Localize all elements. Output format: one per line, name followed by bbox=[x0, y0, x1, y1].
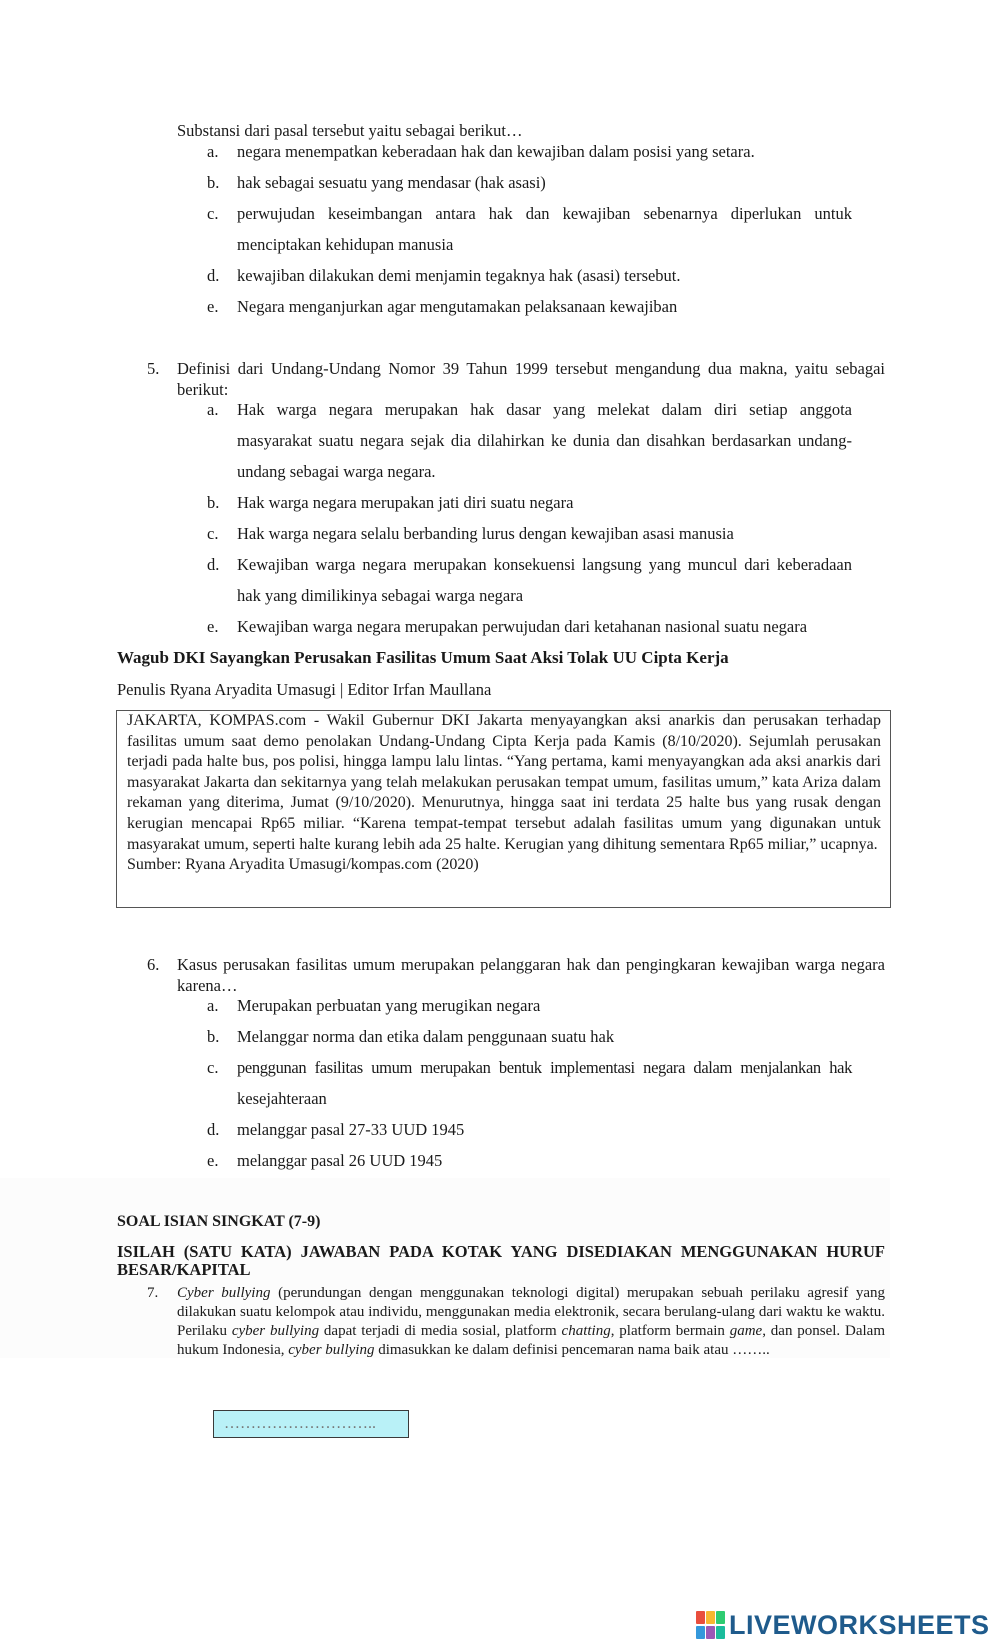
option-text: melanggar pasal 26 UUD 1945 bbox=[237, 1151, 443, 1170]
option-letter: a. bbox=[207, 142, 219, 161]
short-answer-instruction: ISILAH (SATU KATA) JAWABAN PADA KOTAK YANG DISEDIAKAN MENGGUNAKAN HURUF BESAR/KAPITAL bbox=[117, 1242, 885, 1279]
option-letter: c. bbox=[207, 1058, 219, 1077]
option-text-line: Kewajiban warga negara merupakan konsekuensi langsung yang muncul dari keberadaan bbox=[237, 555, 852, 574]
option-text-line: menciptakan kehidupan manusia bbox=[237, 235, 454, 254]
logo-tile bbox=[716, 1626, 725, 1639]
option-letter: a. bbox=[207, 996, 219, 1015]
logo-mark-icon bbox=[696, 1611, 725, 1639]
option-text: negara menempatkan keberadaan hak dan kewajiban dalam posisi yang setara. bbox=[237, 142, 755, 161]
q7-term: cyber bullying bbox=[231, 1323, 320, 1339]
option-text-line: perwujudan keseimbangan antara hak dan kewajiban sebenarnya diperlukan untuk bbox=[237, 204, 852, 223]
short-answer-title: SOAL ISIAN SINGKAT (7-9) bbox=[117, 1213, 321, 1230]
q4-intro: Substansi dari pasal tersebut yaitu sebagai berikut… bbox=[177, 121, 523, 140]
option-letter: c. bbox=[207, 524, 219, 543]
option-text-line: masyarakat suatu negara sejak dia dilahirkan ke dunia dan disahkan berdasarkan undang- bbox=[237, 431, 852, 450]
option-letter: a. bbox=[207, 400, 219, 419]
q6-stem: Kasus perusakan fasilitas umum merupakan pelanggaran hak dan pengingkaran kewajiban warga negara karena… bbox=[177, 955, 885, 995]
q7-text: , platform bermain bbox=[610, 1323, 730, 1339]
option-letter: e. bbox=[207, 297, 219, 316]
logo-tile bbox=[696, 1626, 705, 1639]
article-box bbox=[116, 710, 891, 908]
q7-text: (perundungan dengan menggunakan teknologi digital) merupakan sebuah perilaku agresif yang dilakukan suatu kelompok atau individu, menggunakan media elektronik, secara berulang-ulang dari waktu ke waktu. Perilaku bbox=[177, 1285, 885, 1339]
q6-number: 6. bbox=[147, 955, 160, 974]
liveworksheets-logo bbox=[696, 1610, 990, 1640]
option-text-line: penggunan fasilitas umum merupakan bentuk implementasi negara dalam menjalankan hak bbox=[237, 1058, 852, 1077]
option-text: melanggar pasal 27-33 UUD 1945 bbox=[237, 1120, 465, 1139]
option-text-line: undang sebagai warga negara. bbox=[237, 462, 436, 481]
logo-text: LIVEWORKSHEETS bbox=[729, 1609, 990, 1640]
option-text bbox=[237, 1057, 852, 1119]
article-byline: Penulis Ryana Aryadita Umasugi | Editor Irfan Maullana bbox=[117, 680, 492, 699]
article-body: JAKARTA, KOMPAS.com - Wakil Gubernur DKI Jakarta menyayangkan aksi anarkis dan perusakan terhadap fasilitas umum saat demo penolakan Undang-Undang Cipta Kerja pada Kamis (8/10/2020). Sejumlah perusakan terjadi pada halte bus, pos polisi, hingga lampu lalu lintas. “Yang pertama, kami menyayangkan ada aksi anarkis dari masyarakat Jakarta dan sekitarnya yang telah melakukan perusakan tempat umum, fasilitas umum,” kata Ariza dalam rekaman yang diterima, Jumat (9/10/2020). Menurutnya, hingga saat ini terdata 25 halte bus yang rusak dengan kerugian mencapai Rp65 miliar. “Karena tempat-tempat tersebut adalah fasilitas umum yang digunakan untuk masyarakat umum, seperti halte kurang lebih ada 25 halte. Kerugian yang dihitung sementara Rp65 miliar,” ucapnya. bbox=[127, 712, 881, 853]
option-text-line: kesejahteraan bbox=[237, 1089, 327, 1108]
option-letter: d. bbox=[207, 266, 220, 285]
option-text: kewajiban dilakukan demi menjamin tegaknya hak (asasi) tersebut. bbox=[237, 266, 681, 285]
option-letter: b. bbox=[207, 173, 220, 192]
option-text: hak sebagai sesuatu yang mendasar (hak asasi) bbox=[237, 173, 546, 192]
option-text bbox=[237, 554, 852, 616]
q7-answer-input[interactable] bbox=[224, 1411, 408, 1437]
q7-term: Cyber bullying bbox=[177, 1285, 271, 1301]
option-letter: e. bbox=[207, 1151, 219, 1170]
option-text: Kewajiban warga negara merupakan perwujudan dari ketahanan nasional suatu negara bbox=[237, 617, 808, 636]
option-letter: d. bbox=[207, 555, 220, 574]
q7-text: dapat terjadi di media sosial, platform bbox=[319, 1323, 562, 1339]
option-letter: b. bbox=[207, 493, 220, 512]
option-text bbox=[237, 399, 852, 492]
q7-term: cyber bullying bbox=[288, 1342, 375, 1358]
q7-text: , dan ponsel. Dalam hukum Indonesia, bbox=[177, 1323, 885, 1358]
option-letter: d. bbox=[207, 1120, 220, 1139]
option-text: Hak warga negara selalu berbanding lurus dengan kewajiban asasi manusia bbox=[237, 524, 734, 543]
option-text-line: Hak warga negara merupakan hak dasar yang melekat dalam diri setiap anggota bbox=[237, 400, 852, 419]
q5-number: 5. bbox=[147, 359, 160, 378]
option-letter: b. bbox=[207, 1027, 220, 1046]
option-letter: e. bbox=[207, 617, 219, 636]
option-text-line: hak yang dimilikinya sebagai warga negara bbox=[237, 586, 524, 605]
article-source: Sumber: Ryana Aryadita Umasugi/kompas.com (2020) bbox=[127, 856, 479, 874]
q7-stem bbox=[177, 1284, 885, 1360]
q7-term: game bbox=[729, 1323, 763, 1339]
q7-text: dimasukkan ke dalam definisi pencemaran nama baik atau …….. bbox=[374, 1342, 770, 1358]
logo-tile bbox=[716, 1611, 725, 1624]
logo-tile bbox=[706, 1626, 715, 1639]
q7-answer-box[interactable] bbox=[213, 1410, 409, 1438]
option-text: Negara menganjurkan agar mengutamakan pelaksanaan kewajiban bbox=[237, 297, 678, 316]
q7-term: chatting bbox=[561, 1323, 611, 1339]
q7-number: 7. bbox=[147, 1285, 159, 1301]
q5-stem: Definisi dari Undang-Undang Nomor 39 Tahun 1999 tersebut mengandung dua makna, yaitu sebagai berikut: bbox=[177, 359, 885, 399]
logo-tile bbox=[696, 1611, 705, 1624]
option-text bbox=[237, 203, 852, 265]
option-text: Merupakan perbuatan yang merugikan negara bbox=[237, 996, 541, 1015]
option-text: Melanggar norma dan etika dalam penggunaan suatu hak bbox=[237, 1027, 615, 1046]
article-headline: Wagub DKI Sayangkan Perusakan Fasilitas Umum Saat Aksi Tolak UU Cipta Kerja bbox=[117, 648, 729, 667]
logo-tile bbox=[706, 1611, 715, 1624]
option-text: Hak warga negara merupakan jati diri suatu negara bbox=[237, 493, 574, 512]
option-letter: c. bbox=[207, 204, 219, 223]
